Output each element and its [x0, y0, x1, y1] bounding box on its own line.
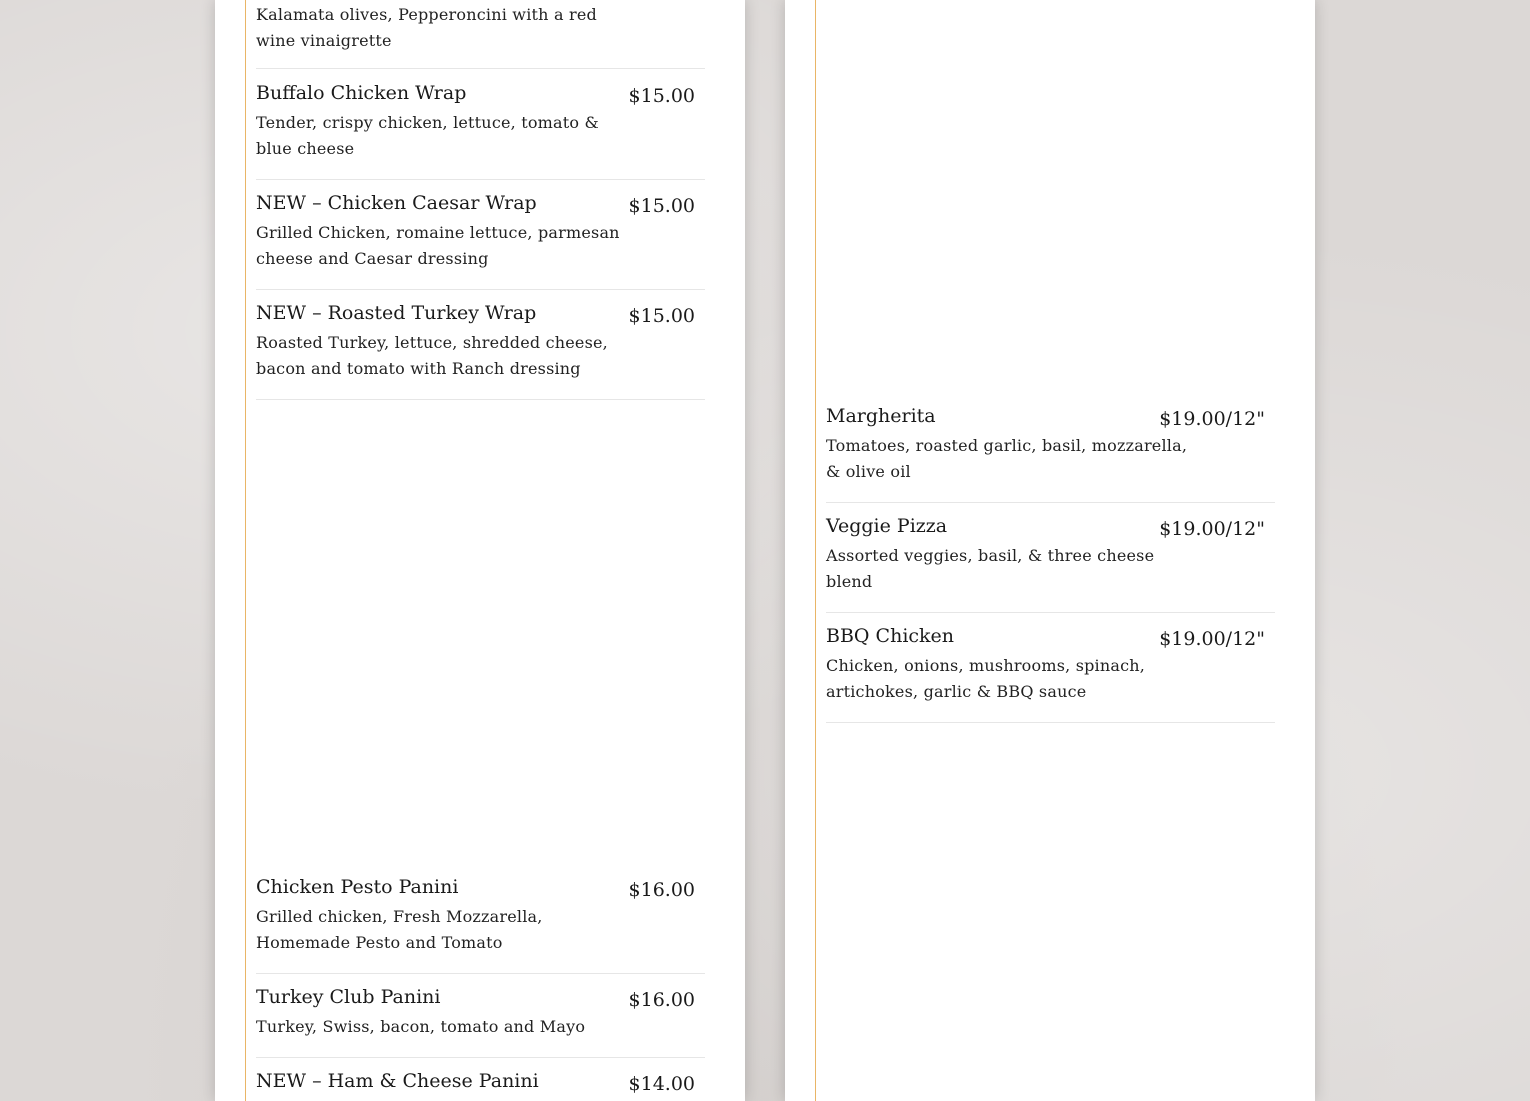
menu-item-description: Assorted veggies, basil, & three cheese blend	[826, 546, 1155, 591]
menu-item-veggie-pizza	[826, 513, 1275, 613]
menu-item-ham-cheese-panini	[256, 1068, 705, 1101]
menu-item-description: Turkey, Swiss, bacon, tomato and Mayo	[256, 1017, 586, 1036]
menu-item-name: NEW – Ham & Cheese Panini	[256, 1070, 539, 1092]
menu-item-roasted-turkey-wrap	[256, 300, 705, 400]
menu-item-name: Buffalo Chicken Wrap	[256, 82, 467, 104]
menu-item-chicken-pesto-panini	[256, 874, 705, 974]
menu-item-description: Chicken, onions, mushrooms, spinach, artichokes, garlic & BBQ sauce	[826, 656, 1146, 701]
menu-panel-right	[785, 0, 1315, 1101]
accent-divider-line	[245, 0, 246, 1101]
menu-item-price: $15.00	[628, 195, 695, 217]
menu-item-description: Tender, crispy chicken, lettuce, tomato & blue cheese	[256, 113, 599, 158]
menu-item-margherita	[826, 403, 1275, 503]
menu-item-name: Veggie Pizza	[826, 515, 948, 537]
menu-item-name: Turkey Club Panini	[256, 986, 441, 1008]
menu-panel-left	[215, 0, 745, 1101]
menu-item-description: Grilled chicken, Fresh Mozzarella, Homemade Pesto and Tomato	[256, 907, 543, 952]
menu-item-name: BBQ Chicken	[826, 625, 955, 647]
menu-item-price: $19.00/12"	[1159, 408, 1265, 430]
menu-item-price: $15.00	[628, 305, 695, 327]
menu-item-buffalo-chicken-wrap	[256, 80, 705, 180]
menu-item-price: $16.00	[628, 989, 695, 1011]
menu-item-price: $19.00/12"	[1159, 628, 1265, 650]
menu-item-price: $15.00	[628, 85, 695, 107]
menu-item-price: $16.00	[628, 879, 695, 901]
menu-item-partial	[256, 0, 705, 69]
menu-item-name: NEW – Chicken Caesar Wrap	[256, 192, 537, 214]
menu-item-description: Kalamata olives, Pepperoncini with a red wine vinaigrette	[256, 5, 597, 50]
menu-item-description: Tomatoes, roasted garlic, basil, mozzarella, & olive oil	[826, 436, 1188, 481]
menu-item-name: NEW – Roasted Turkey Wrap	[256, 302, 537, 324]
menu-item-chicken-caesar-wrap	[256, 190, 705, 290]
menu-item-price: $19.00/12"	[1159, 518, 1265, 540]
menu-item-description: Grilled Chicken, romaine lettuce, parmesan cheese and Caesar dressing	[256, 223, 620, 268]
menu-item-turkey-club-panini	[256, 984, 705, 1058]
menu-item-name: Margherita	[826, 405, 936, 427]
menu-item-description: Roasted Turkey, lettuce, shredded cheese, bacon and tomato with Ranch dressing	[256, 333, 608, 378]
menu-item-price: $14.00	[628, 1073, 695, 1095]
menu-item-name: Chicken Pesto Panini	[256, 876, 459, 898]
menu-item-bbq-chicken	[826, 623, 1275, 723]
accent-divider-line	[815, 0, 816, 1101]
